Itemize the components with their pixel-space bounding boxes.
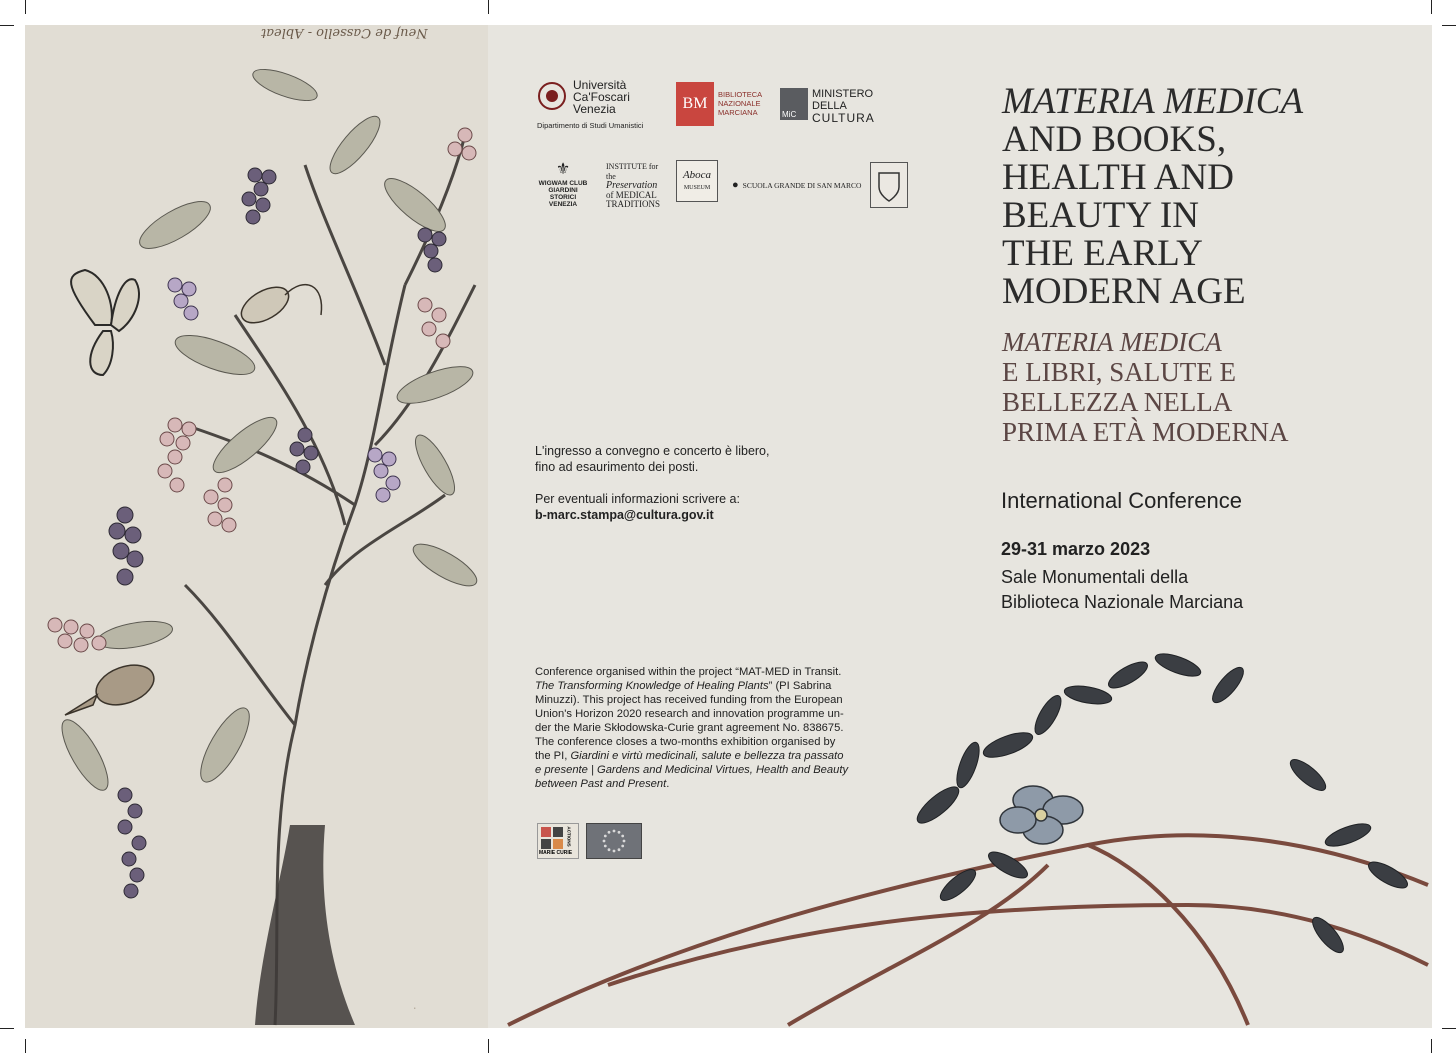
credits-line: der the Marie Skłodowska-Curie grant agreement No. 838675. xyxy=(535,722,844,734)
crop-mark xyxy=(488,0,489,14)
title-en-line: BEAUTY IN xyxy=(1002,195,1199,236)
aboca-logo xyxy=(676,160,718,202)
sgsm-emblem-icon: ● xyxy=(732,179,739,191)
conference-venue xyxy=(1001,565,1243,615)
mc-side-label: ACTIONS xyxy=(566,826,572,847)
credits-line: Conference organised within the project “MAT-MED in Transit. xyxy=(535,666,842,678)
title-en-italic: MATERIA MEDICA xyxy=(1002,81,1304,122)
title-en-line: THE EARLY xyxy=(1002,233,1203,274)
title-en-line: HEALTH AND xyxy=(1002,157,1234,198)
credits-text: the PI, xyxy=(535,750,571,762)
crop-mark xyxy=(0,25,14,26)
marie-curie-logo xyxy=(537,823,579,859)
mc-colour-block xyxy=(541,839,551,849)
title-it-line: PRIMA ETÀ MODERNA xyxy=(1002,417,1289,447)
mc-label: MARIE CURIE xyxy=(539,850,573,856)
title-it-line: E LIBRI, SALUTE E xyxy=(1002,357,1236,387)
wigwam-line2: GIARDINI STORICI xyxy=(548,187,578,201)
unive-line2: Ca'Foscari xyxy=(573,90,630,104)
unive-line3: Venezia xyxy=(573,102,616,116)
berry-clusters xyxy=(48,128,476,898)
credits-line xyxy=(535,679,907,693)
butterfly-drawing xyxy=(71,270,139,375)
eu-stars-icon xyxy=(587,824,641,858)
mic-abbr: MiC xyxy=(782,110,797,119)
info-line1: L'ingresso a convegno e concerto è libero, xyxy=(535,444,770,458)
contact-email[interactable]: b-marc.stampa@cultura.gov.it xyxy=(535,508,714,522)
crop-mark xyxy=(25,1039,26,1053)
info-line3: Per eventuali informazioni scrivere a: xyxy=(535,492,740,506)
handwritten-inscription: Neuf de Cassello - Ableat xyxy=(261,25,428,40)
title-en-line: AND BOOKS, xyxy=(1002,119,1227,160)
venue-line2: Biblioteca Nazionale Marciana xyxy=(1001,592,1244,612)
credits-line: Minuzzi). This project has received funding from the European xyxy=(535,694,843,706)
shield-icon xyxy=(871,163,907,207)
aboca-sub: MUSEUM xyxy=(683,185,711,191)
credits-line: Union's Horizon 2020 research and innovation programme un- xyxy=(535,708,844,720)
ipmt-line4: TRADITIONS xyxy=(606,199,660,209)
credits-text: . xyxy=(666,778,670,790)
unive-line1: Università xyxy=(573,78,627,92)
title-it-line: BELLEZZA NELLA xyxy=(1002,387,1233,417)
ipmt-line1: INSTITUTE for the xyxy=(606,162,659,181)
sgsm-logo xyxy=(732,175,861,193)
mic-line3: CULTURA xyxy=(812,111,875,125)
bird-drawing xyxy=(65,658,159,715)
crop-mark xyxy=(25,0,26,14)
admission-info xyxy=(535,443,825,523)
crop-mark xyxy=(1442,25,1456,26)
wigwam-line1: WIGWAM CLUB xyxy=(538,180,588,187)
mc-colour-block xyxy=(541,827,551,837)
eu-flag-logo xyxy=(586,823,642,859)
credits-italic: e presente | Gardens and Medicinal Virtues, Health and Beauty xyxy=(535,764,849,776)
title-italian xyxy=(1002,327,1422,447)
bnm-mark: BM xyxy=(676,82,714,126)
crop-mark xyxy=(1431,1039,1432,1053)
tree-trunk xyxy=(255,825,355,1025)
credits-line xyxy=(535,777,907,791)
bnm-line2: NAZIONALE xyxy=(718,99,761,108)
bnm-line3: MARCIANA xyxy=(718,108,758,117)
wigwam-line3: VENEZIA xyxy=(548,201,578,208)
credits-italic: The Transforming Knowledge of Healing Plants xyxy=(535,680,769,692)
unive-seal-icon xyxy=(537,81,567,111)
squirrel-drawing xyxy=(235,280,321,330)
venue-line1: Sale Monumentali della xyxy=(1001,567,1189,587)
blossom xyxy=(1000,786,1083,844)
wigwam-icon: ⚜ xyxy=(555,161,571,178)
project-credits xyxy=(535,665,907,791)
mc-colour-block xyxy=(553,827,563,837)
sgsm-text: SCUOLA GRANDE DI SAN MARCO xyxy=(742,181,862,190)
crop-mark xyxy=(0,1028,14,1029)
mic-line1: MINISTERO xyxy=(812,88,874,100)
handwritten-note: . xyxy=(405,1004,419,1011)
bnm-line1: BIBLIOTECA xyxy=(718,90,763,99)
crest-logo xyxy=(870,162,908,208)
wigwam-logo xyxy=(535,160,591,208)
ipmt-line3: of MEDICAL xyxy=(606,189,657,200)
title-en-line: MODERN AGE xyxy=(1002,271,1246,312)
unive-department: Dipartimento di Studi Umanistici xyxy=(537,121,644,130)
botanical-tree-illustration xyxy=(25,25,488,1028)
conference-type: International Conference xyxy=(1001,488,1242,513)
credits-line xyxy=(535,749,907,763)
crop-mark xyxy=(1431,0,1432,14)
credits-italic: Giardini e virtù medicinali, salute e bellezza tra passato xyxy=(570,750,844,762)
brochure-sheet xyxy=(25,25,1432,1028)
conference-date: 29-31 marzo 2023 xyxy=(1001,539,1151,559)
mc-colour-block xyxy=(553,839,563,849)
title-english xyxy=(1002,83,1422,311)
crop-mark xyxy=(1442,1028,1456,1029)
ipmt-logo xyxy=(606,162,668,210)
credits-text: ” (PI Sabrina xyxy=(768,680,832,692)
credits-italic: between Past and Present xyxy=(535,778,667,790)
aboca-name: Aboca xyxy=(682,169,712,181)
credits-line xyxy=(535,763,907,777)
crop-mark xyxy=(488,1039,489,1053)
mic-line2: DELLA xyxy=(812,100,847,112)
ipmt-line2: Preservation xyxy=(606,180,658,191)
title-it-italic: MATERIA MEDICA xyxy=(1002,327,1222,357)
info-line2: fino ad esaurimento dei posti. xyxy=(535,460,699,474)
credits-line: The conference closes a two-months exhibition organised by xyxy=(535,736,836,748)
conference-title xyxy=(1002,83,1422,447)
